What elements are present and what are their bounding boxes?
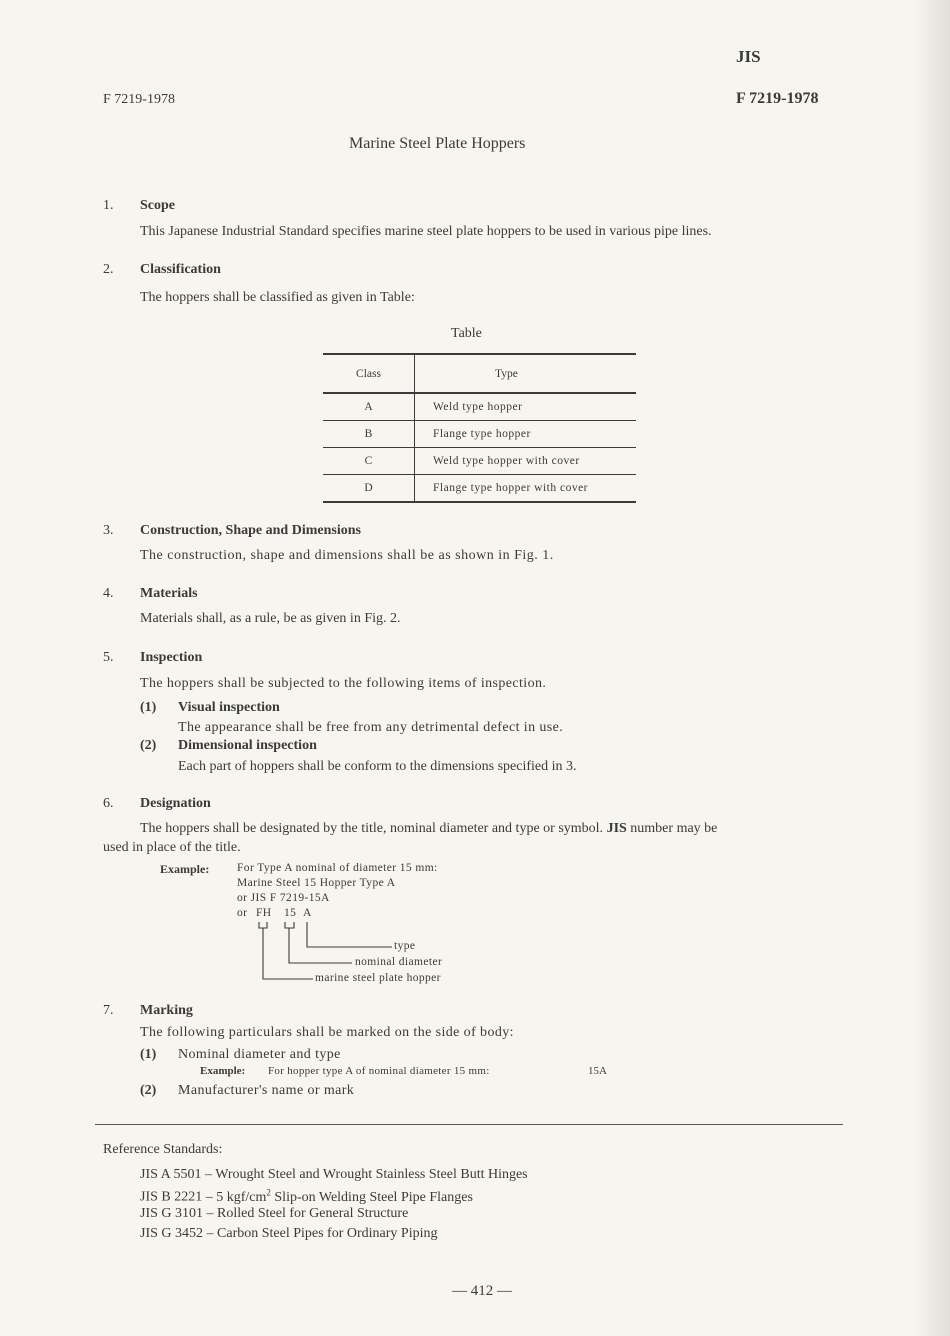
- inspection-item-title: Visual inspection: [178, 700, 280, 715]
- reference-title-unit: 5 kgf/cm: [216, 1189, 267, 1205]
- table-cell-type: Flange type hopper with cover: [415, 475, 637, 503]
- section-3-number: 3.: [103, 523, 114, 538]
- designation-code-type: A: [303, 907, 312, 919]
- section-3-title: Construction, Shape and Dimensions: [140, 523, 361, 538]
- table-row: [323, 393, 636, 421]
- table-cell-type: Flange type hopper: [415, 421, 637, 448]
- marking-item-text: Manufacturer's name or mark: [178, 1083, 355, 1098]
- marking-item-number: (1): [140, 1047, 157, 1062]
- section-4-number: 4.: [103, 586, 114, 601]
- section-2-number: 2.: [103, 262, 114, 277]
- designation-example-line: or JIS F 7219-15A: [237, 892, 330, 904]
- section-7-number: 7.: [103, 1003, 114, 1018]
- reference-code: JIS G 3452: [140, 1226, 204, 1241]
- reference-title: Carbon Steel Pipes for Ordinary Piping: [217, 1226, 438, 1241]
- divider-rule: [95, 1124, 843, 1125]
- marking-example-value: 15A: [588, 1065, 607, 1077]
- table-cell-type: Weld type hopper with cover: [415, 448, 637, 475]
- inspection-item-number: (2): [140, 738, 157, 753]
- reference-code: JIS A 5501: [140, 1167, 202, 1182]
- section-6-number: 6.: [103, 796, 114, 811]
- section-6-body-line1: [140, 821, 717, 837]
- table-cell-class: A: [323, 393, 415, 421]
- reference-title-rest: Slip-on Welding Steel Pipe Flanges: [270, 1189, 473, 1205]
- section-1-number: 1.: [103, 198, 114, 213]
- section-5-body: The hoppers shall be subjected to the following items of inspection.: [140, 676, 547, 691]
- reference-title: Wrought Steel and Wrought Stainless Steel Butt Hinges: [215, 1167, 528, 1182]
- marking-item-number: (2): [140, 1083, 157, 1098]
- designation-example-line: For Type A nominal of diameter 15 mm:: [237, 862, 438, 874]
- section-7-body: The following particulars shall be marked on the side of body:: [140, 1025, 514, 1040]
- table-cell-class: B: [323, 421, 415, 448]
- table-cell-class: C: [323, 448, 415, 475]
- marking-example-label: Example:: [200, 1065, 246, 1077]
- table-header-type: Type: [415, 354, 637, 393]
- reference-title-superscript: 2: [266, 1187, 271, 1197]
- table-cell-type: Weld type hopper: [415, 393, 637, 421]
- section-2-body: The hoppers shall be classified as given in Table:: [140, 290, 415, 305]
- section-6-body-jis: JIS: [606, 821, 627, 836]
- jis-mark: JIS: [736, 47, 761, 66]
- designation-code-fh: FH: [256, 907, 272, 919]
- leader-type: [307, 922, 392, 947]
- designation-example-line: Marine Steel 15 Hopper Type A: [237, 877, 396, 889]
- section-2-title: Classification: [140, 262, 221, 277]
- table-header-row: [323, 354, 636, 393]
- section-7-title: Marking: [140, 1003, 193, 1018]
- reference-title: Rolled Steel for General Structure: [217, 1206, 409, 1221]
- section-6-title: Designation: [140, 796, 211, 811]
- reference-code: JIS B 2221: [140, 1189, 203, 1205]
- marking-item-text: Nominal diameter and type: [178, 1047, 341, 1062]
- designation-example-label: Example:: [160, 862, 210, 876]
- leader-diameter: [289, 928, 352, 963]
- reference-item: JIS B 2221 – 5 kgf/$cm^2$ Slip-on Welding Steel Pipe Flanges: [140, 1187, 473, 1205]
- table-row: [323, 448, 636, 475]
- bracket-fh: [259, 922, 267, 928]
- document-title: Marine Steel Plate Hoppers: [349, 135, 526, 152]
- section-6-body-tail: number may be: [630, 821, 718, 836]
- section-1-body: This Japanese Industrial Standard specifies marine steel plate hoppers to be used in various pipe lines.: [140, 224, 712, 239]
- designation-legend-hopper: marine steel plate hopper: [315, 972, 441, 984]
- reference-item: JIS A 5501 – Wrought Steel and Wrought Stainless Steel Butt Hinges: [140, 1167, 528, 1182]
- reference-code: JIS G 3101: [140, 1206, 204, 1221]
- classification-table: [323, 353, 636, 503]
- section-4-body: Materials shall, as a rule, be as given in Fig. 2.: [140, 611, 401, 626]
- table-caption: Table: [451, 326, 482, 341]
- reference-heading: Reference Standards:: [103, 1142, 223, 1157]
- section-6-body-line2: used in place of the title.: [103, 840, 241, 855]
- bracket-diameter: [285, 922, 294, 928]
- leader-hopper: [263, 928, 313, 979]
- section-5-title: Inspection: [140, 650, 203, 665]
- reference-item: JIS G 3101 – Rolled Steel for General Structure: [140, 1206, 409, 1221]
- table-header-class: Class: [323, 354, 415, 393]
- designation-legend-diameter: nominal diameter: [355, 956, 443, 968]
- table-row: [323, 475, 636, 503]
- section-1-title: Scope: [140, 198, 175, 213]
- header-right-code: F 7219-1978: [736, 90, 819, 107]
- marking-example-text: For hopper type A of nominal diameter 15 mm:: [268, 1065, 490, 1077]
- inspection-item-number: (1): [140, 700, 157, 715]
- table-row: [323, 421, 636, 448]
- inspection-item-body: Each part of hoppers shall be conform to the dimensions specified in 3.: [178, 759, 577, 774]
- designation-legend-type: type: [394, 940, 416, 952]
- section-6-body-text: The hoppers shall be designated by the title, nominal diameter and type or symbol.: [140, 821, 604, 836]
- section-5-number: 5.: [103, 650, 114, 665]
- section-3-body: The construction, shape and dimensions shall be as shown in Fig. 1.: [140, 548, 554, 563]
- designation-code-diameter: 15: [284, 907, 297, 919]
- header-left-code: F 7219-1978: [103, 92, 175, 107]
- section-4-title: Materials: [140, 586, 198, 601]
- inspection-item-title: Dimensional inspection: [178, 738, 317, 753]
- inspection-item-body: The appearance shall be free from any detrimental defect in use.: [178, 720, 564, 735]
- designation-code-prefix: or: [237, 907, 248, 919]
- page-number: — 412 —: [452, 1283, 512, 1299]
- reference-item: JIS G 3452 – Carbon Steel Pipes for Ordinary Piping: [140, 1226, 438, 1241]
- table-cell-class: D: [323, 475, 415, 503]
- reference-title: [216, 1187, 473, 1205]
